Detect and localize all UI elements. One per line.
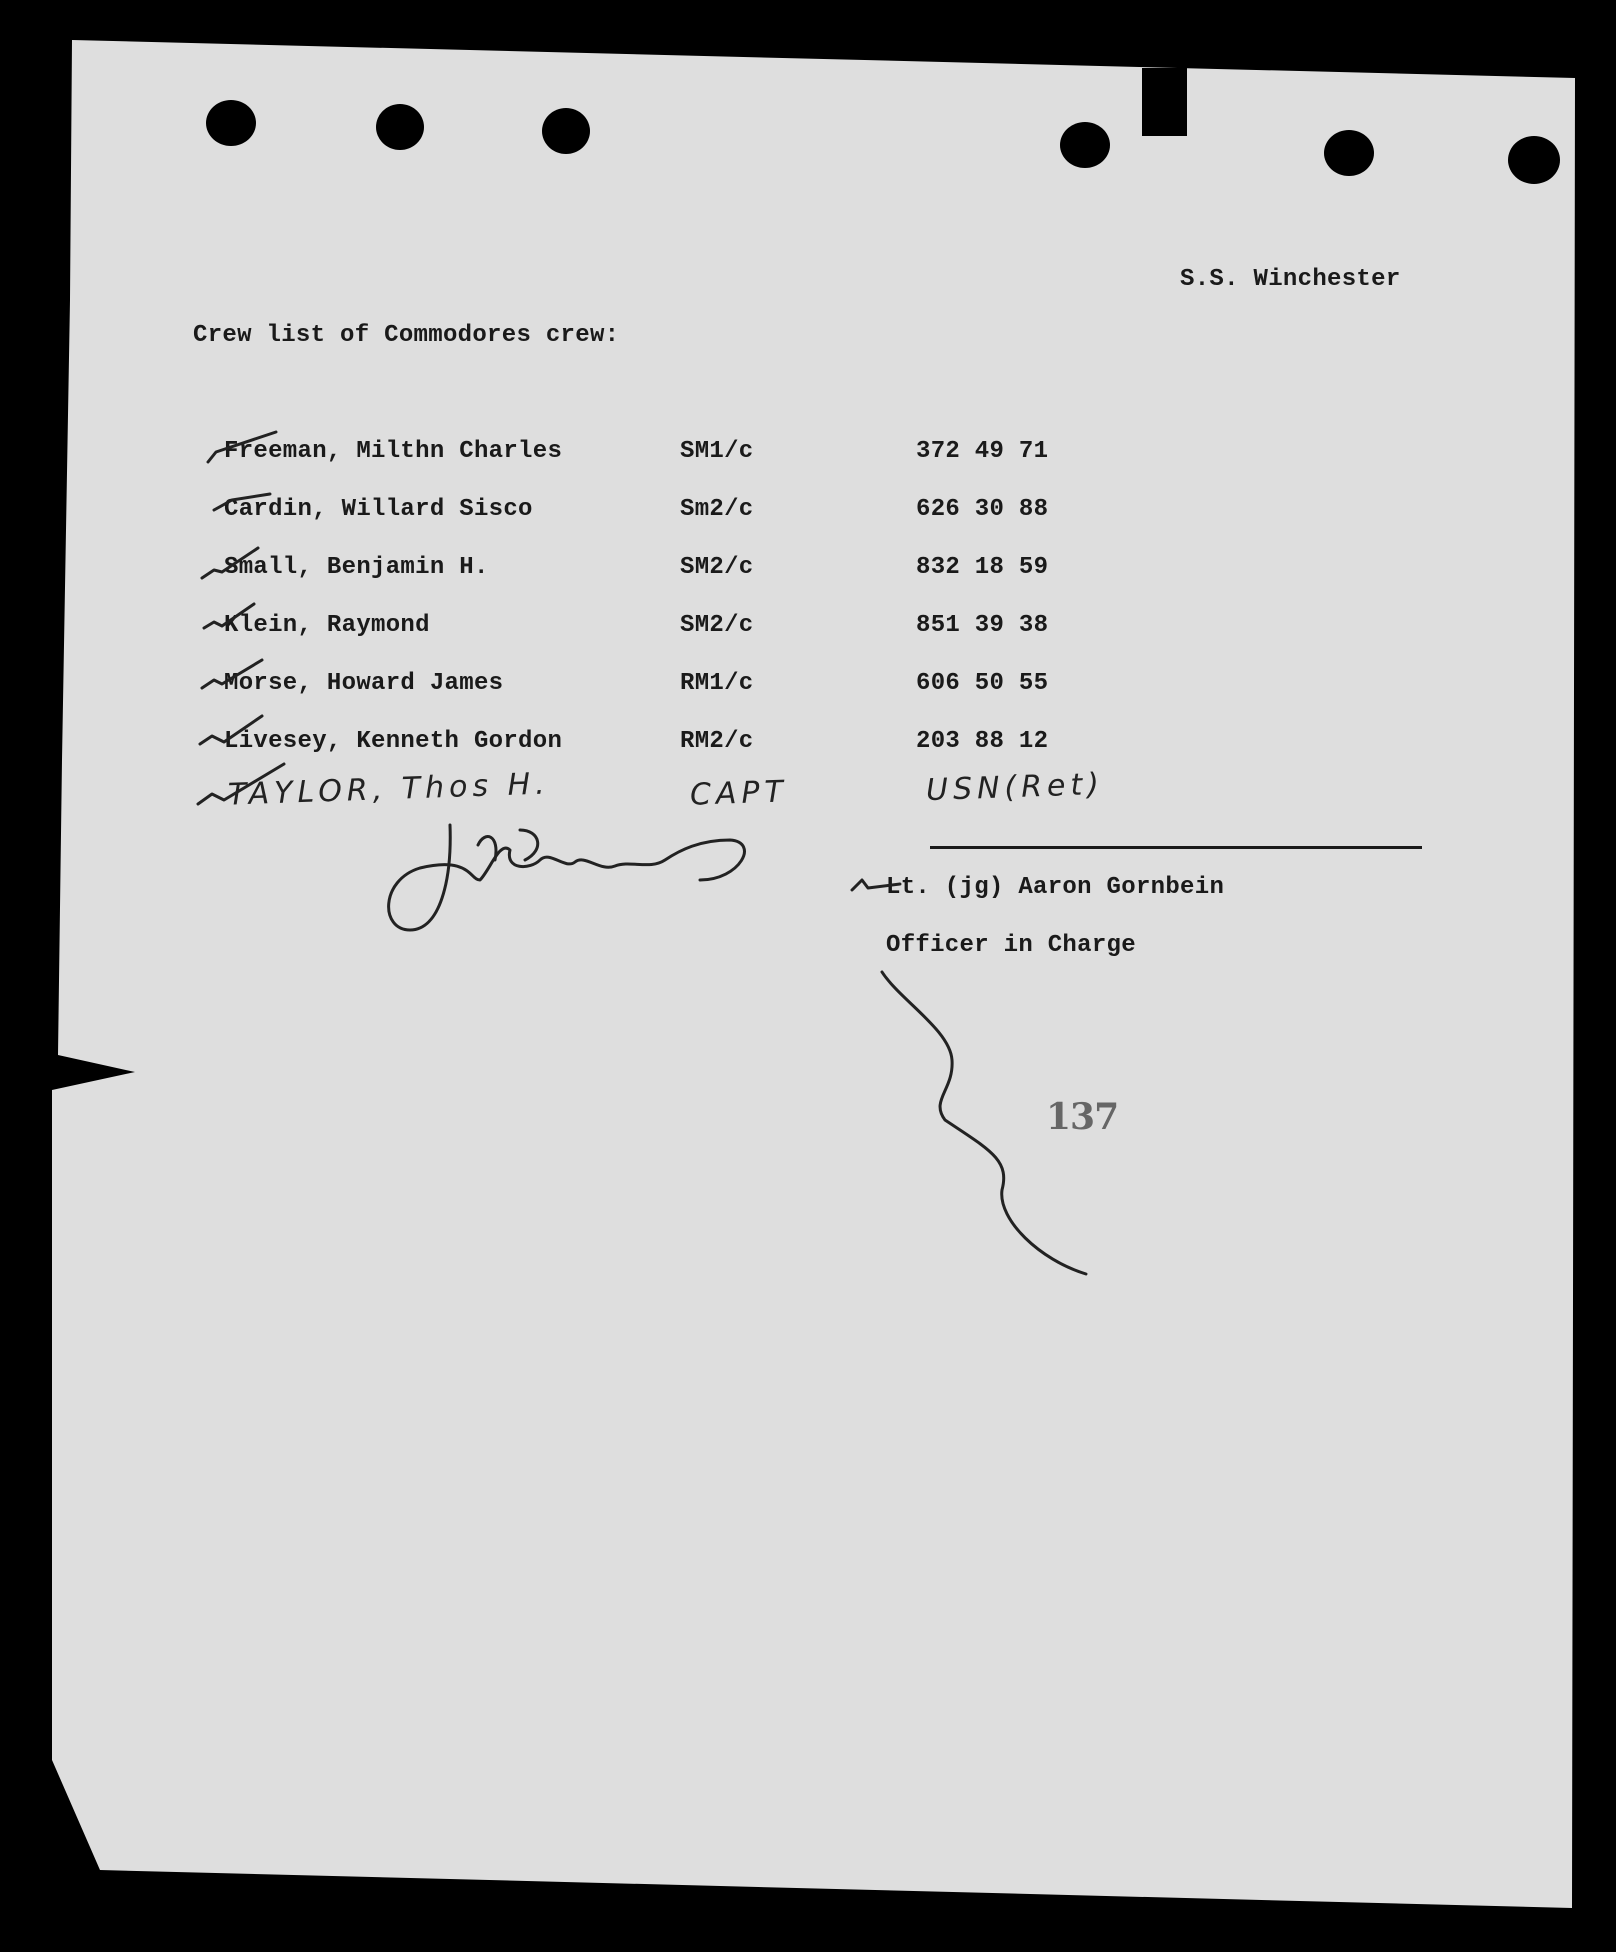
crew-number: 851 39 38 [916,612,1049,639]
crew-name: Cardin, Willard Sisco [224,496,533,523]
check-mark-icon [198,764,284,804]
ship-name: S.S. Winchester [1180,266,1401,293]
crew-number: 606 50 55 [916,670,1049,697]
handwritten-name: TAYLOR, Thos H. [227,766,551,813]
crew-rate: SM1/c [680,438,754,465]
crew-name: Freeman, Milthn Charles [224,438,563,465]
crew-number: 832 18 59 [916,554,1049,581]
check-mark-icon [214,494,270,510]
check-mark-icon [204,604,254,628]
check-mark-icon [208,432,276,462]
crew-name: Livesey, Kenneth Gordon [224,728,563,755]
crew-number: 626 30 88 [916,496,1049,523]
page-stamp: 137 [1046,1096,1119,1138]
crew-rate: SM2/c [680,554,754,581]
crew-rate: RM2/c [680,728,754,755]
officer-title: Officer in Charge [886,932,1136,959]
crew-name: Morse, Howard James [224,670,504,697]
check-mark-icon [852,880,900,890]
crew-rate: SM2/c [680,612,754,639]
signature-scrawl [389,825,745,930]
check-mark-icon [202,548,258,578]
crew-name: Small, Benjamin H. [224,554,489,581]
crew-rate: RM1/c [680,670,754,697]
check-mark-icon [202,660,262,688]
crew-rate: Sm2/c [680,496,754,523]
officer-name: Lt. (jg) Aaron Gornbein [886,874,1225,901]
margin-line [882,972,1086,1274]
handwritten-service: USN(Ret) [925,766,1105,809]
page-title: Crew list of Commodores crew: [193,322,620,349]
crew-number: 203 88 12 [916,728,1049,755]
check-mark-icon [200,716,262,744]
handwritten-rate: CAPT [689,774,789,813]
crew-number: 372 49 71 [916,438,1049,465]
crew-name: Klein, Raymond [224,612,430,639]
